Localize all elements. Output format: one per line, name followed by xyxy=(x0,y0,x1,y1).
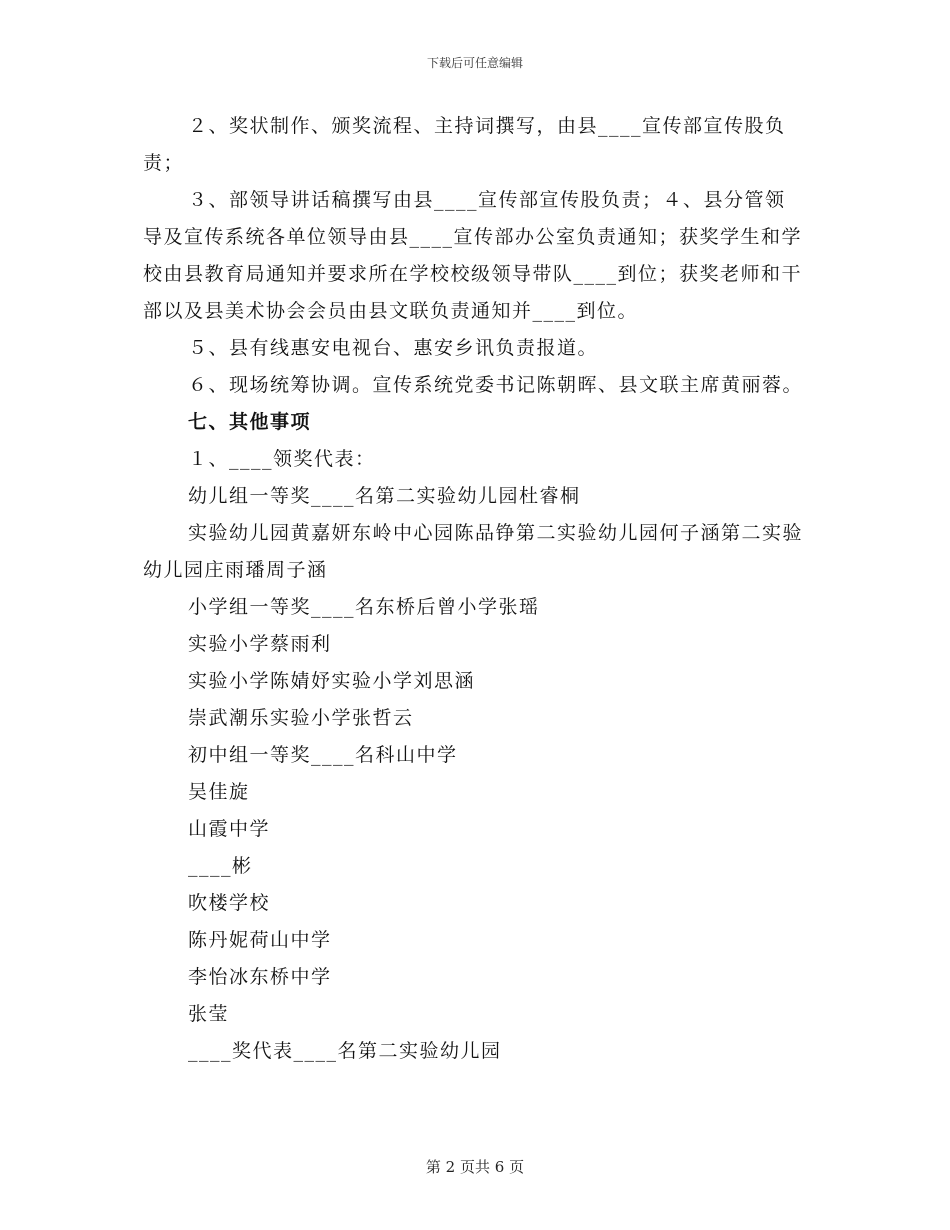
section-heading-other-matters: 七、其他事项 xyxy=(188,411,312,433)
paragraph-item-2: ２、奖状制作、颁奖流程、主持词撰写，由县____宣传部宣传股负责； xyxy=(143,115,786,174)
list-item: 实验小学蔡雨利 xyxy=(188,633,332,655)
paragraph-item-5: ５、县有线惠安电视台、惠安乡讯负责报道。 xyxy=(188,337,599,359)
list-item: 实验小学陈婧妤实验小学刘思涵 xyxy=(188,670,476,692)
paragraph-items-3-4: ３、部领导讲话稿撰写由县____宣传部宣传股负责；４、县分管领导及宣传系统各单位领导由县____宣传部办公室负责通知；获奖学生和学校由县教育局通知并要求所在学校校级领导带队____到位；获奖老师和干部以及县美术协会会员由县文联负责通知并____到位。 xyxy=(143,189,803,322)
list-item: 陈丹妮荷山中学 xyxy=(188,929,332,951)
list-item: 幼儿组一等奖____名第二实验幼儿园杜睿桐 xyxy=(188,485,581,507)
list-item: 小学组一等奖____名东桥后曾小学张瑶 xyxy=(188,596,540,618)
paragraph-item-6: ６、现场统筹协调。宣传系统党委书记陈朝晖、县文联主席黄丽蓉。 xyxy=(188,374,804,396)
list-item: 山霞中学 xyxy=(188,818,271,840)
page-footer: 第 2 页共 6 页 xyxy=(425,1158,525,1176)
list-item: 李怡冰东桥中学 xyxy=(188,966,332,988)
list-item: 吴佳旋 xyxy=(188,781,250,803)
list-item: １、____领奖代表： xyxy=(188,448,376,470)
list-item: 吹楼学校 xyxy=(188,892,271,914)
list-item: 张莹 xyxy=(188,1003,230,1025)
list-item: 初中组一等奖____名科山中学 xyxy=(188,744,458,766)
list-item: ____彬 xyxy=(188,855,253,877)
list-item: ____奖代表____名第二实验幼儿园 xyxy=(188,1040,502,1062)
list-item: 崇武潮乐实验小学张哲云 xyxy=(188,707,414,729)
document-body xyxy=(143,108,803,1070)
list-item: 实验幼儿园黄嘉妍东岭中心园陈品铮第二实验幼儿园何子涵第二实验幼儿园庄雨璠周子涵 xyxy=(143,522,804,581)
page-header: 下载后可任意编辑 xyxy=(426,56,523,70)
